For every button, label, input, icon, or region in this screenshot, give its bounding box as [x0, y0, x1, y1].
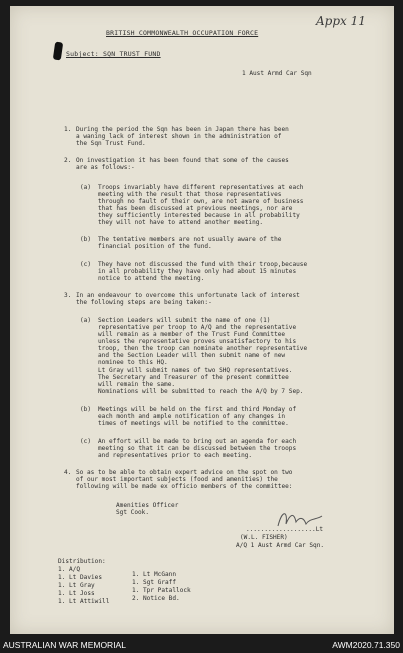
para-3a-line-6: and the Section Leader will then submit name of new — [98, 352, 286, 359]
para-3a-line-5: troop, then the troop can nominate another representative — [98, 345, 308, 352]
para-3a-line-1: Section Leaders will submit the name of one (1) — [98, 317, 271, 324]
para-2-line-1: On investigation it has been found that some of the causes — [76, 157, 289, 164]
dist-right-4: 2. Notice Bd. — [132, 595, 180, 602]
document-title: BRITISH COMMONWEALTH OCCUPATION FORCE — [106, 29, 259, 37]
para-3a-line-11: Nominations will be submitted to reach the A/Q by 7 Sep. — [98, 388, 304, 395]
para-4-line-1: So as to be able to obtain expert advice on the spot on two — [76, 469, 293, 476]
para-2a-line-5: they sufficiently interested because in all probability — [98, 212, 300, 219]
para-2a-line-1: Troops invariably have different representatives at each — [98, 184, 304, 191]
punch-hole — [53, 42, 63, 61]
footer-accession-number: AWM2020.71.350 — [332, 640, 400, 650]
para-3a-line-2: representative per troop to A/Q and the representative — [98, 324, 297, 331]
para-2-number: 2. — [64, 157, 72, 164]
para-3a-line-3: will remain as a member of the Trust Fund Committee — [98, 331, 286, 338]
para-3b-line-2: each month and ample notification of any changes in — [98, 413, 286, 420]
para-3c-line-3: and representatives prior to each meeting. — [98, 452, 253, 459]
para-1-line-3: the Sqn Trust Fund. — [76, 140, 146, 147]
para-4-line-2: of our most important subjects (food and amenities) the — [76, 476, 278, 483]
para-2c-line-2: in all probability they have only had about 15 minutes — [98, 268, 297, 275]
para-2a-line-2: meeting with the result that those representatives — [98, 191, 282, 198]
handwritten-reference: Appx 11 — [316, 14, 366, 28]
footer-source: AUSTRALIAN WAR MEMORIAL — [3, 640, 126, 650]
para-3b-line-3: times of meetings will be notified to the committee. — [98, 420, 289, 427]
dist-right-3: 1. Tpr Patallock — [132, 587, 191, 594]
distribution-label: Distribution: — [58, 558, 106, 565]
para-2b-line-2: financial position of the fund. — [98, 243, 212, 250]
para-3a-line-7: nominee to this HQ. — [98, 359, 168, 366]
para-2a-line-3: through no fault of their own, are not aware of business — [98, 198, 304, 205]
para-3-line-2: the following steps are being taken:- — [76, 299, 212, 306]
dist-left-2: 1. Lt Davies — [58, 574, 103, 581]
para-3-line-1: In an endeavour to overcome this unfortunate lack of interest — [76, 292, 300, 299]
para-2c-label: (c) — [80, 261, 92, 268]
dist-left-4: 1. Lt Joss — [58, 590, 95, 597]
para-2c-line-1: They have not discussed the fund with their troop,because — [98, 261, 308, 268]
para-2a-label: (a) — [80, 184, 92, 191]
para-3a-line-8: Lt Gray will submit names of two SHQ representatives. — [98, 367, 293, 374]
signature-title: A/Q 1 Aust Armd Car Sqn. — [236, 542, 325, 549]
para-3-number: 3. — [64, 292, 72, 299]
dist-left-5: 1. Lt Attiwill — [58, 598, 110, 605]
para-3a-line-9: The Secretary and Treasurer of the present committee — [98, 374, 289, 381]
dist-right-2: 1. Sgt Graff — [132, 579, 177, 586]
para-2b-label: (b) — [80, 236, 92, 243]
unit-name: 1 Aust Armd Car Sqn — [242, 70, 312, 77]
member-2: Sgt Cook. — [116, 509, 150, 516]
para-3b-label: (b) — [80, 406, 92, 413]
para-3c-line-2: meeting so that it can be discussed between the troops — [98, 445, 297, 452]
para-4-line-3: following will be made ex officio members of the committee: — [76, 483, 293, 490]
archive-footer — [0, 640, 403, 653]
dist-left-3: 1. Lt Gray — [58, 582, 95, 589]
signature-name: (W.L. FISHER) — [240, 534, 288, 541]
document-subject: Subject: SQN TRUST FUND — [66, 50, 161, 58]
para-3c-line-1: An effort will be made to bring out an agenda for each — [98, 438, 297, 445]
para-2-line-2: are as follows:- — [76, 164, 135, 171]
para-1-number: 1. — [64, 126, 72, 133]
dist-right-1: 1. Lt McGann — [132, 571, 177, 578]
para-3a-line-10: will remain the same. — [98, 381, 176, 388]
para-2b-line-1: The tentative members are not usually aware of the — [98, 236, 282, 243]
para-2c-line-3: notice to attend the meeting. — [98, 275, 205, 282]
para-1-line-1: During the period the Sqn has been in Japan there has been — [76, 126, 289, 133]
document-page — [10, 6, 394, 634]
para-4-number: 4. — [64, 469, 72, 476]
member-1: Amenities Officer — [116, 502, 179, 509]
para-3a-line-4: unless the representative proves unsatisfactory to his — [98, 338, 297, 345]
para-3c-label: (c) — [80, 438, 92, 445]
para-2a-line-4: that has been discussed at previous meetings, nor are — [98, 205, 293, 212]
signature-line: ...................Lt — [246, 526, 324, 533]
para-2a-line-6: they will not have to attend another meeting. — [98, 219, 264, 226]
para-3a-label: (a) — [80, 317, 92, 324]
dist-left-1: 1. A/Q — [58, 566, 81, 573]
para-3b-line-1: Meetings will be held on the first and third Monday of — [98, 406, 297, 413]
para-1-line-2: a waning lack of interest shown in the administration of — [76, 133, 282, 140]
